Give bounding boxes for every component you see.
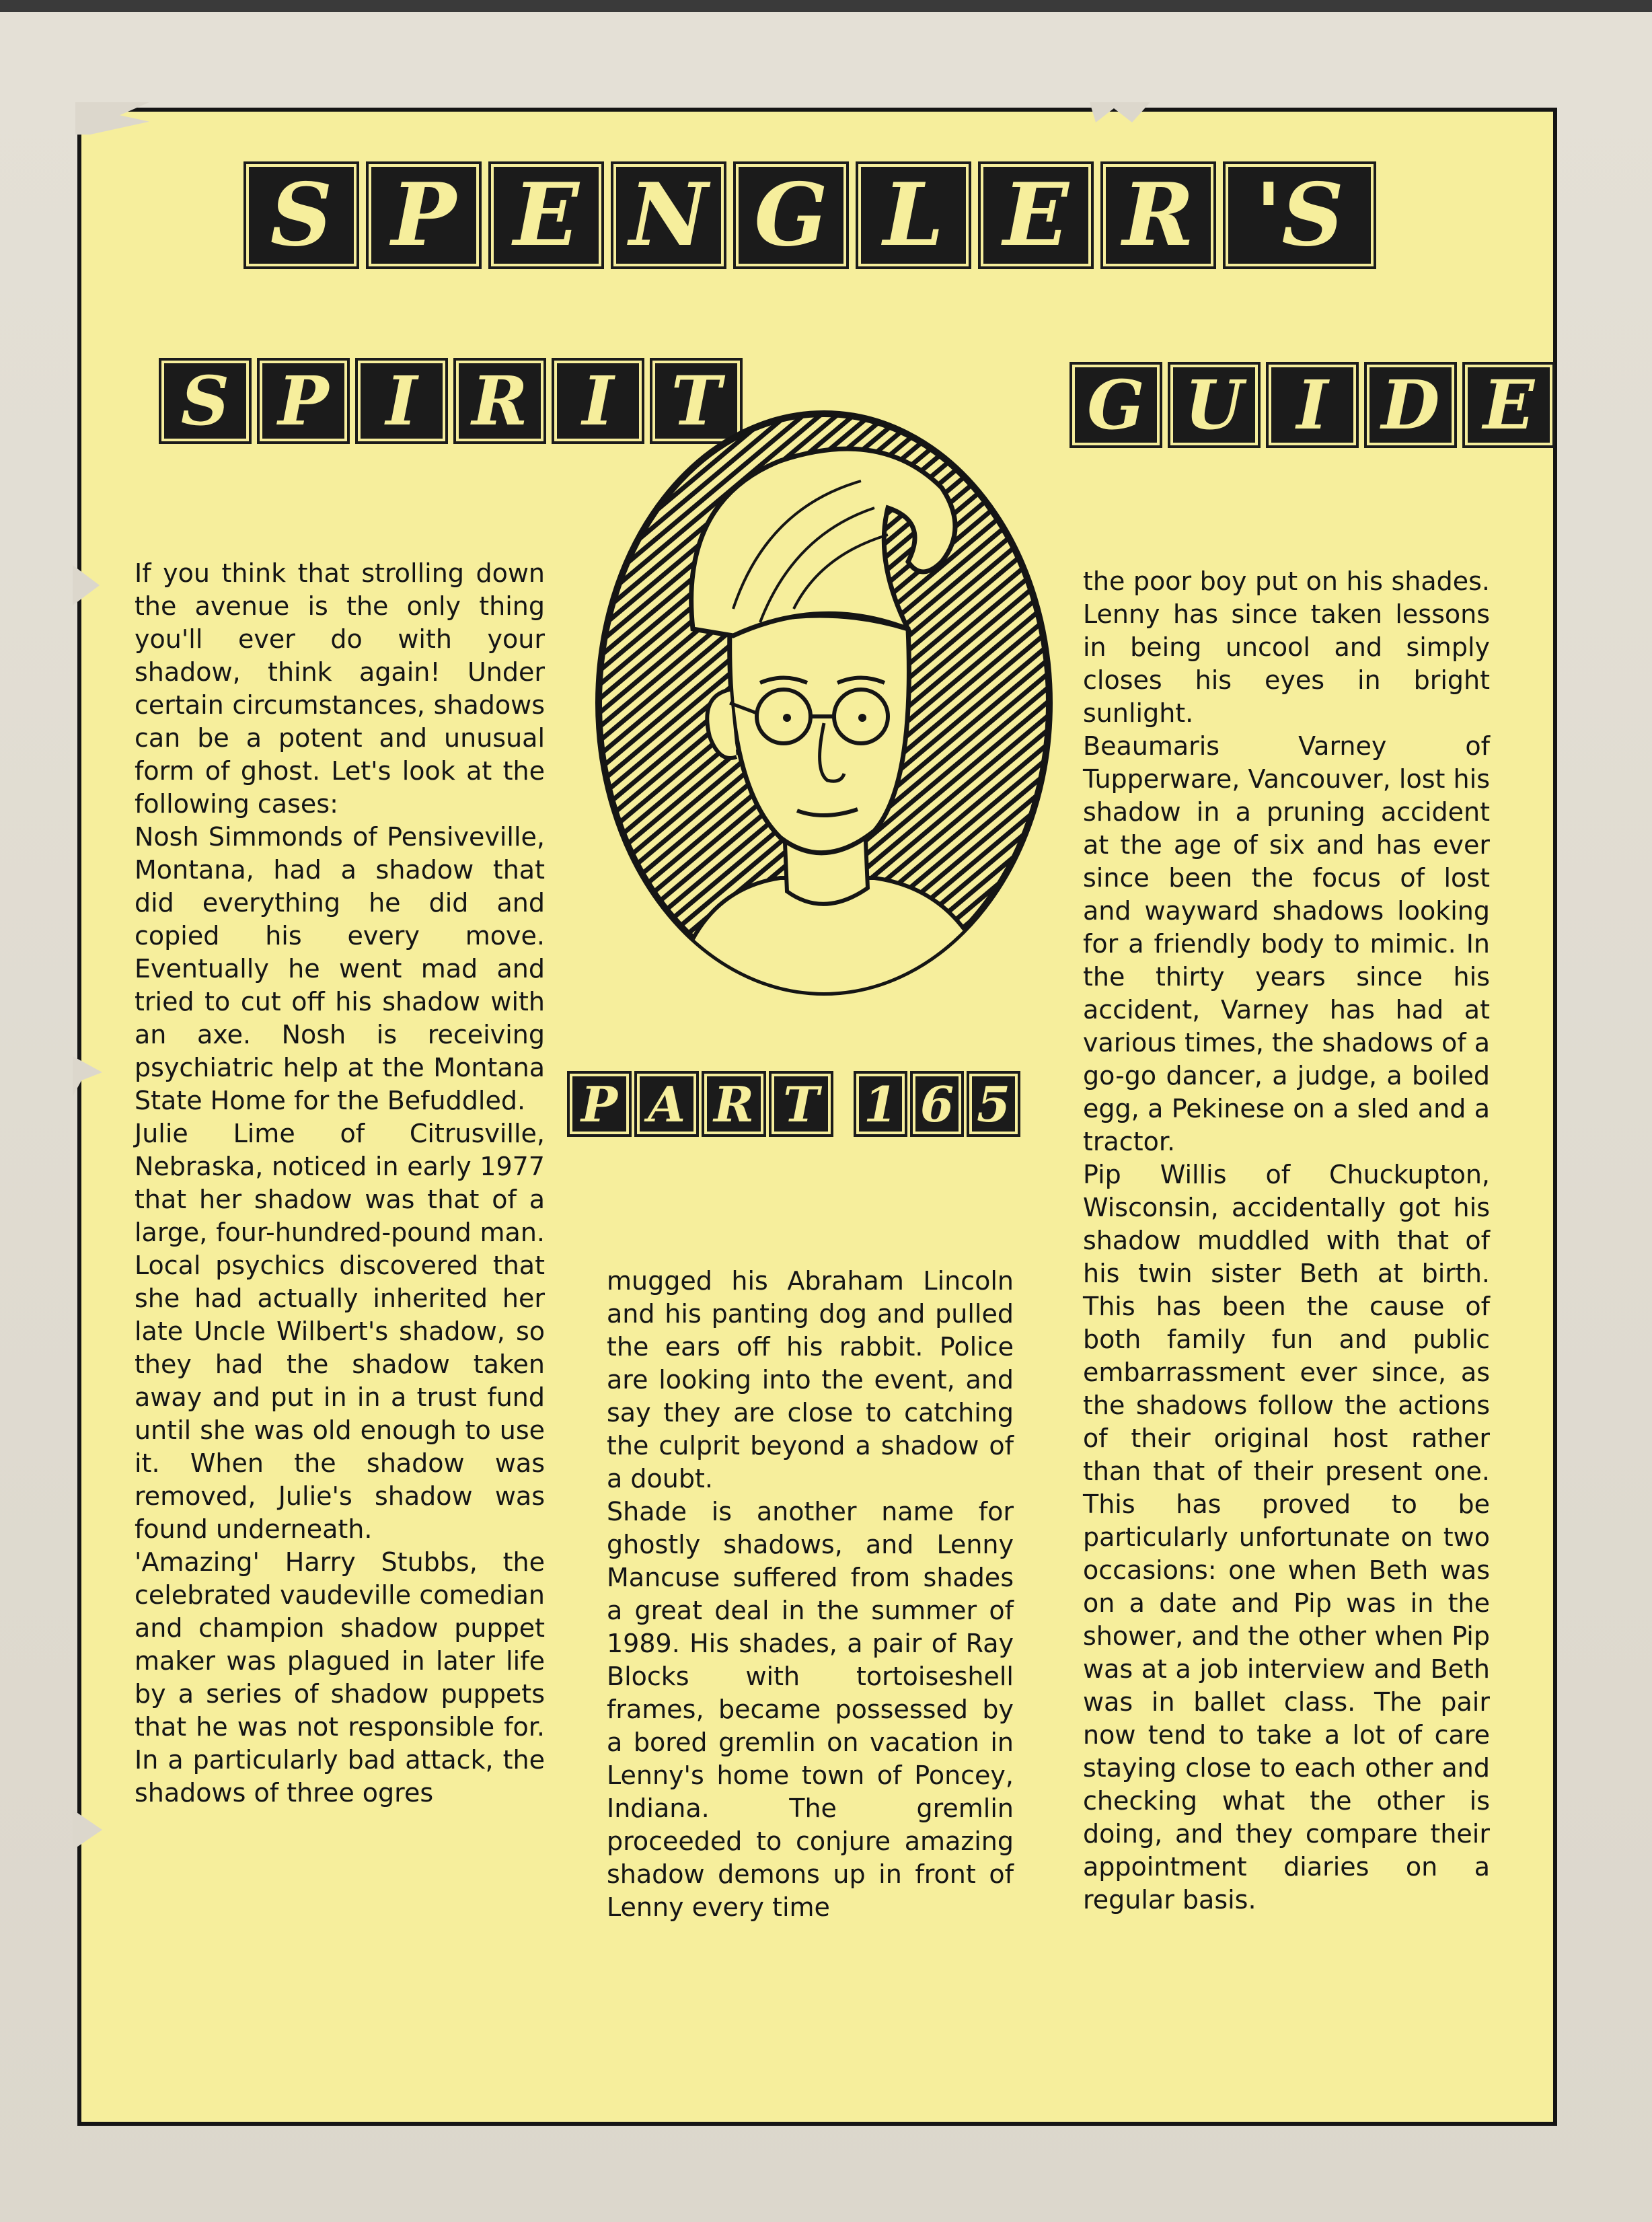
title-digit: 6 bbox=[910, 1071, 964, 1137]
title-letter: U bbox=[1168, 362, 1261, 448]
title-letter: I bbox=[1266, 362, 1359, 448]
article-column-2 bbox=[607, 1265, 1014, 1924]
title-letter: T bbox=[769, 1071, 833, 1137]
article-paragraph: mugged his Abraham Lincoln and his panting dog and pulled the ears off his rabbit. Police are looking into the event, and say they are close to catching the culprit beyond a shadow of a doubt. bbox=[607, 1266, 1014, 1493]
article-paragraph: If you think that strolling down the avenue is the only thing you'll ever do with your shadow, think again! Under certain circumstances, shadows can be a potent and unusual form of ghost. Let's look at the following cases: bbox=[135, 558, 545, 819]
title-letter: G bbox=[1069, 362, 1162, 448]
page-top-edge bbox=[0, 0, 1652, 12]
title-guide bbox=[1069, 362, 1555, 448]
article-paragraph: Nosh Simmonds of Pensiveville, Montana, had a shadow that did everything he did and copied his every move. Eventually he went mad and tried to cut off his shadow with an axe. Nosh is receiving psychiatric help at the Montana State Home for the Befuddled. bbox=[135, 822, 545, 1115]
title-letter: E bbox=[1462, 362, 1555, 448]
title-letter: P bbox=[257, 358, 350, 444]
title-letter: E bbox=[488, 161, 604, 269]
title-letter: I bbox=[552, 358, 644, 444]
title-letter: T bbox=[650, 358, 743, 444]
title-letter: R bbox=[702, 1071, 766, 1137]
article-paragraph: Beaumaris Varney of Tupperware, Vancouver, lost his shadow in a pruning accident at the age of six and has ever since been the focus of lost and wayward shadows looking for a friendly body to mimic. In the thirty years since his accident, Varney has had at various times, the shadows of a go-go dancer, a judge, a boiled egg, a Pekinese on a sled and a tractor. bbox=[1083, 731, 1490, 1156]
article-paragraph: Shade is another name for ghostly shadows, and Lenny Mancuse suffered from shades a great deal in the summer of 1989. His shades, a pair of Ray Blocks with tortoiseshell frames, became possessed by a bored gremlin on vacation in Lenny's home town of Poncey, Indiana. The gremlin proceeded to conjure amazing shadow demons up in front of Lenny every time bbox=[607, 1497, 1014, 1922]
title-letter: R bbox=[453, 358, 546, 444]
article-paragraph: 'Amazing' Harry Stubbs, the celebrated vaudeville comedian and champion shadow puppet maker was plagued in later life by a series of shadow puppets that he was not responsible for. In a particularly bad attack, the shadows of three ogres bbox=[135, 1547, 545, 1808]
title-letter: S bbox=[243, 161, 359, 269]
title-letter: D bbox=[1364, 362, 1457, 448]
title-letter: N bbox=[611, 161, 726, 269]
article-paragraph: Julie Lime of Citrusville, Nebraska, noticed in early 1977 that her shadow was that of a large, four-hundred-pound man. Local psychics discovered that she had actually inherited her late Uncle Wilbert's shadow, so they had the shadow taken away and put in in a trust fund until she was old enough to use it. When the shadow was removed, Julie's shadow was found underneath. bbox=[135, 1119, 545, 1544]
title-letter: L bbox=[856, 161, 971, 269]
title-letter: G bbox=[733, 161, 849, 269]
title-letter: 'S bbox=[1223, 161, 1376, 269]
article-column-3 bbox=[1083, 565, 1490, 1917]
title-spenglers bbox=[243, 161, 1376, 269]
article-paragraph: Pip Willis of Chuckupton, Wisconsin, accidentally got his shadow muddled with that of his twin sister Beth at birth. This has been the cause of both family fun and public embarrassment ever since, as the shadows follow the actions of their original host rather than that of their present one. This has proved to be particularly unfortunate on two occasions: one when Beth was on a date and Pip was in the shower, and the other when Pip was at a job interview and Beth was in ballet class. The pair now tend to take a lot of care staying close to each other and checking what the other is doing, and they compare their appointment diaries on a regular basis. bbox=[1083, 1160, 1490, 1915]
article-column-1 bbox=[135, 557, 545, 1810]
title-letter: P bbox=[366, 161, 482, 269]
title-letter: A bbox=[634, 1071, 699, 1137]
title-letter: R bbox=[1100, 161, 1216, 269]
portrait-illustration bbox=[592, 407, 1056, 999]
title-line-1 bbox=[0, 0, 1, 1]
article-paragraph: the poor boy put on his shades. Lenny has since taken lessons in being uncool and simply closes his eyes in bright sunlight. bbox=[1083, 566, 1490, 728]
part-number-label bbox=[567, 1071, 1020, 1137]
title-letter: S bbox=[159, 358, 252, 444]
title-letter: E bbox=[978, 161, 1094, 269]
title-digit: 5 bbox=[967, 1071, 1020, 1137]
title-letter: I bbox=[355, 358, 448, 444]
title-letter: P bbox=[567, 1071, 632, 1137]
title-digit: 1 bbox=[854, 1071, 907, 1137]
